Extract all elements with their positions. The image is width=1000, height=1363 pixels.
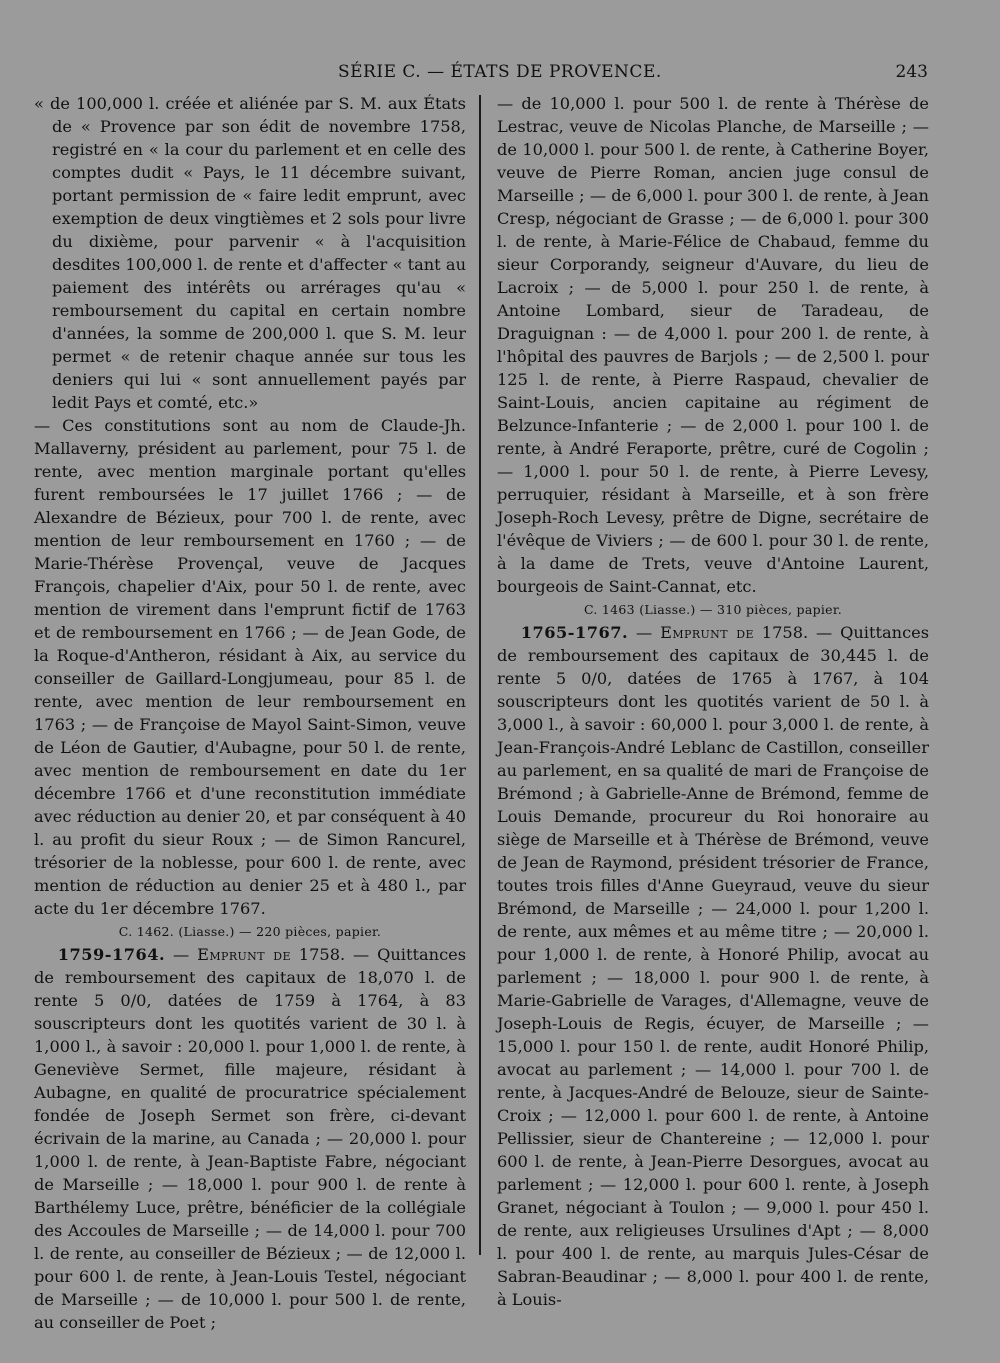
archive-caption-c1463: C. 1463 (Liasse.) — 310 pièces, papier.: [583, 602, 843, 617]
left-column: [34, 92, 466, 1334]
column-divider: [479, 95, 481, 1255]
quoted-edict-text: « de 100,000 l. créée et aliénée par S. M. aux États de « Provence par son édit de novembre 1758, registré en « la cour du parlement et en celle des comptes dudit « Pays, le 11 décembre suivant, portant permission de « faire ledit emprunt, avec exemption de deux vingtièmes et 2 sols pour livre du dixième, pour parvenir « à l'acquisition desdites 100,000 l. de rente et d'affecter « tant au paiement des intérêts ou arrérages qu'au « remboursement du capital en certain nombre d'années, la somme de 200,000 l. que S. M. leur permet « de retenir chaque année sur tous les deniers qui lui « sont annuellement payés par ledit Pays et comté, etc.»: [34, 94, 466, 412]
entry-paragraph-1765-1767: 1765-1767. — Emprunt de 1758. — Quittances de remboursement des capitaux de 30,445 l. de rente 5 0/0, datées de 1765 à 1767, à 104 souscripteurs dont les quotités varient de 50 l. à 3,000 l., à savoir : 60,000 l. pour 3,000 l. de rente, à Jean-François-André Leblanc de Castillon, conseiller au parlement, en sa qualité de mari de Françoise de Brémond ; à Gabrielle-Anne de Brémond, femme de Louis Demande, procureur du Roi honoraire au siège de Marseille et à Thérèse de Brémond, veuve de Jean de Raymond, président trésorier de France, toutes trois filles d'Anne Gueyraud, veuve du sieur Brémond, de Marseille ; — 24,000 l. pour 1,200 l. de rente, aux mêmes et au même titre ; — 20,000 l. pour 1,000 l. de rente, à Honoré Philip, avocat au parlement ; — 18,000 l. pour 900 l. de rente, à Marie-Gabrielle de Varages, d'Allemagne, veuve de Joseph-Louis de Regis, écuyer, de Marseille ; — 15,000 l. pour 150 l. de rente, audit Honoré Philip, avocat au parlement ; — 14,000 l. pour 700 l. de rente, à Jacques-André de Belouze, sieur de Sainte-Croix ; — 12,000 l. pour 600 l. de rente, à Antoine Pellissier, sieur de Chantereine ; — 12,000 l. pour 600 l. de rente, à Jean-Pierre Desorgues, avocat au parlement ; — 12,000 l. pour 600 l. rente, à Joseph Granet, négociant à Toulon ; — 9,000 l. pour 450 l. de rente, aux religieuses Ursulines d'Apt ; — 8,000 l. pour 400 l. de rente, au marquis Jules-César de Sabran-Beaudinar ; — 8,000 l. pour 400 l. de rente, à Louis-: [497, 623, 930, 1309]
page-header: [0, 62, 1000, 88]
entry-paragraph-1759-1764: 1759-1764. — Emprunt de 1758. — Quittances de remboursement des capitaux de 18,070 l. de rente 5 0/0, datées de 1759 à 1764, à 83 souscripteurs dont les quotités varient de 30 l. à 1,000 l., à savoir : 20,000 l. pour 1,000 l. de rente, à Geneviève Sermet, fille majeure, résidant à Aubagne, en qualité de procuratrice spécialement fondée de Joseph Sermet son frère, ci-devant écrivain de la marine, au Canada ; — 20,000 l. pour 1,000 l. de rente, à Jean-Baptiste Fabre, négociant de Marseille ; — 18,000 l. pour 900 l. de rente à Barthélemy Luce, prêtre, bénéficier de la collégiale des Accoules de Marseille ; — de 14,000 l. pour 700 l. de rente, au conseiller de Bézieux ; — de 12,000 l. pour 600 l. de rente, à Jean-Louis Testel, négociant de Marseille ; — de 10,000 l. pour 500 l. de rente, au conseiller de Poet ;: [34, 945, 467, 1332]
entry-date: 1765-1767.: [520, 623, 629, 642]
archive-caption-c1462: C. 1462. (Liasse.) — 220 pièces, papier.: [118, 924, 382, 939]
constitutions-paragraph: — Ces constitutions sont au nom de Claude-Jh. Mallaverny, président au parlement, pour 75 l. de rente, avec mention marginale portant qu'elles furent remboursées le 17 juillet 1766 ; — de Alexandre de Bézieux, pour 700 l. de rente, avec mention de leur remboursement en 1760 ; — de Marie-Thérèse Provençal, veuve de Jacques François, chapelier d'Aix, pour 50 l. de rente, avec mention de virement dans l'emprunt fictif de 1763 et de remboursement en 1766 ; — de Jean Gode, de la Roque-d'Antheron, résidant à Aix, au service du conseiller de Gaillard-Longjumeau, pour 85 l. de rente, avec mention de leur remboursement en 1763 ; — de Françoise de Mayol Saint-Simon, veuve de Léon de Gautier, d'Aubagne, pour 50 l. de rente, avec mention de remboursement en date du 1er décembre 1766 et d'une reconstitution immédiate avec réduction au denier 20, et par conséquent à 40 l. au profit du sieur Roux ; — de Simon Rancurel, trésorier de la noblesse, pour 600 l. de rente, avec mention de réduction au denier 25 et à 480 l., par acte du 1er décembre 1767.: [34, 416, 466, 918]
entry-title: Emprunt de: [660, 623, 754, 642]
running-title: SÉRIE C. — ÉTATS DE PROVENCE.: [338, 62, 662, 82]
entry-title: Emprunt de: [197, 945, 291, 964]
entry-text: 1758. — Quittances de remboursement des capitaux de 30,445 l. de rente 5 0/0, datées de 1765 à 1767, à 104 souscripteurs dont les quotités varient de 50 l. à 3,000 l., à savoir : 60,000 l. pour 3,000 l. de rente, à Jean-François-André Leblanc de Castillon, conseiller au parlement, en sa qualité de mari de Françoise de Brémond ; à Gabrielle-Anne de Brémond, femme de Louis Demande, procureur du Roi honoraire au siège de Marseille et à Thérèse de Brémond, veuve de Jean de Raymond, président trésorier de France, toutes trois filles d'Anne Gueyraud, veuve du sieur Brémond, de Marseille ; — 24,000 l. pour 1,200 l. de rente, aux mêmes et au même titre ; — 20,000 l. pour 1,000 l. de rente, à Honoré Philip, avocat au parlement ; — 18,000 l. pour 900 l. de rente, à Marie-Gabrielle de Varages, d'Allemagne, veuve de Joseph-Louis de Regis, écuyer, de Marseille ; — 15,000 l. pour 150 l. de rente, audit Honoré Philip, avocat au parlement ; — 14,000 l. pour 700 l. de rente, à Jacques-André de Belouze, sieur de Sainte-Croix ; — 12,000 l. pour 600 l. de rente, à Antoine Pellissier, sieur de Chantereine ; — 12,000 l. pour 600 l. de rente, à Jean-Pierre Desorgues, avocat au parlement ; — 12,000 l. pour 600 l. rente, à Joseph Granet, négociant à Toulon ; — 9,000 l. pour 450 l. de rente, aux religieuses Ursulines d'Apt ; — 8,000 l. pour 400 l. de rente, au marquis Jules-César de Sabran-Beaudinar ; — 8,000 l. pour 400 l. de rente, à Louis-: [497, 623, 930, 1309]
entry-text: 1758. — Quittances de remboursement des capitaux de 18,070 l. de rente 5 0/0, datées de 1759 à 1764, à 83 souscripteurs dont les quotités varient de 30 l. à 1,000 l., à savoir : 20,000 l. pour 1,000 l. de rente, à Geneviève Sermet, fille majeure, résidant à Aubagne, en qualité de procuratrice spécialement fondée de Joseph Sermet son frère, ci-devant écrivain de la marine, au Canada ; — 20,000 l. pour 1,000 l. de rente, à Jean-Baptiste Fabre, négociant de Marseille ; — 18,000 l. pour 900 l. de rente à Barthélemy Luce, prêtre, bénéficier de la collégiale des Accoules de Marseille ; — de 14,000 l. pour 700 l. de rente, au conseiller de Bézieux ; — de 12,000 l. pour 600 l. de rente, à Jean-Louis Testel, négociant de Marseille ; — de 10,000 l. pour 500 l. de rente, au conseiller de Poet ;: [34, 945, 467, 1332]
right-column: [497, 92, 929, 1311]
continued-paragraph: — de 10,000 l. pour 500 l. de rente à Thérèse de Lestrac, veuve de Nicolas Planche, de Marseille ; — de 10,000 l. pour 500 l. de rente, à Catherine Boyer, veuve de Pierre Roman, ancien juge consul de Marseille ; — de 6,000 l. pour 300 l. de rente, à Jean Cresp, négociant de Grasse ; — de 6,000 l. pour 300 l. de rente, à Marie-Félice de Chabaud, femme du sieur Corporandy, seigneur d'Auvare, du lieu de Lacroix ; — de 5,000 l. pour 250 l. de rente, à Antoine Lombard, sieur de Taradeau, de Draguignan : — de 4,000 l. pour 200 l. de rente, à l'hôpital des pauvres de Barjols ; — de 2,500 l. pour 125 l. de rente, à Pierre Raspaud, chevalier de Saint-Louis, ancien capitaine au régiment de Belzunce-Infanterie ; — de 2,000 l. pour 100 l. de rente, à André Feraporte, prêtre, curé de Cogolin ; — 1,000 l. pour 50 l. de rente, à Pierre Levesy, perruquier, résidant à Marseille, et à son frère Joseph-Roch Levesy, prêtre de Digne, secrétaire de l'évêque de Viviers ; — de 600 l. pour 30 l. de rente, à la dame de Trets, veuve d'Antoine Laurent, bourgeois de Saint-Cannat, etc.: [497, 94, 929, 596]
entry-date: 1759-1764.: [57, 945, 166, 964]
page-number: 243: [895, 62, 928, 82]
